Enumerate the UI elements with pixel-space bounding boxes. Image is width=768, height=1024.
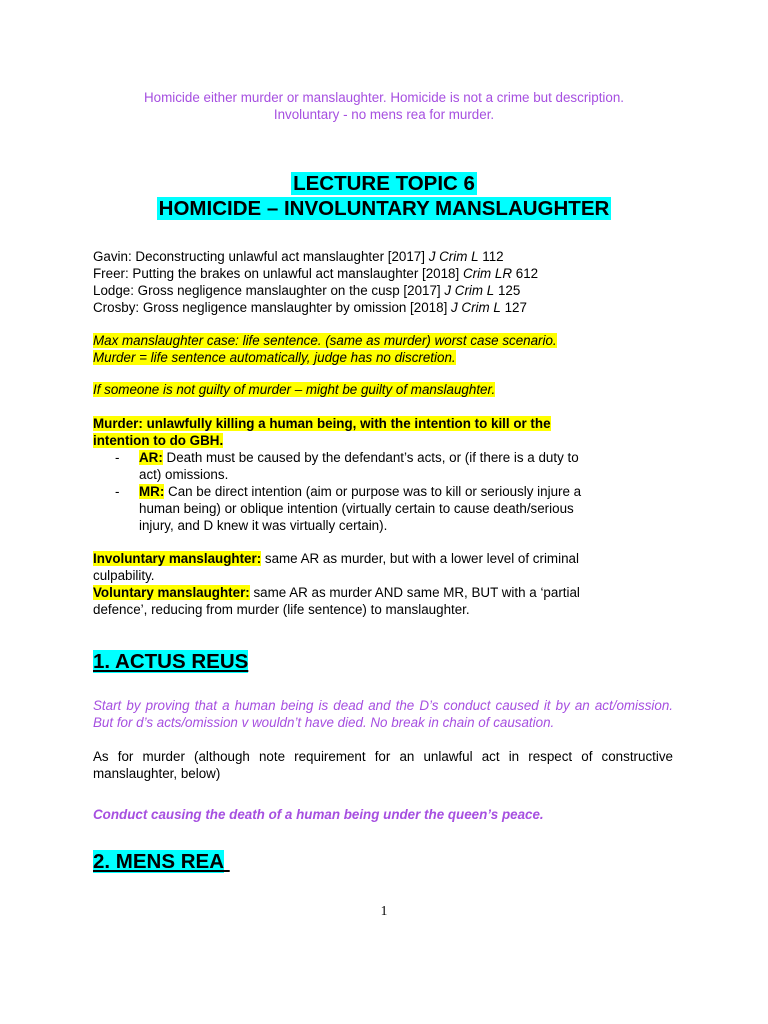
voluntary-label: Voluntary manslaughter:: [93, 585, 250, 600]
murder-def-line-2: intention to do GBH.: [93, 433, 224, 448]
max-note-line-2: Murder = life sentence automatically, judge has no discretion.: [93, 350, 456, 365]
page-number: 1: [380, 903, 388, 918]
reference-item: Lodge: Gross negligence manslaughter on the cusp [2017] J Crim L 125: [93, 283, 521, 298]
bullet-mr: - MR: Can be direct intention (aim or purpose was to kill or seriously injure a human being) or oblique intention (virtually certain to cause death/serious injury, and D knew it was virtually certain).: [115, 484, 582, 533]
actus-reus-emphasis: Conduct causing the death of a human being under the queen’s peace.: [93, 807, 544, 822]
not-guilty-note: If someone is not guilty of murder – might be guilty of manslaughter.: [93, 382, 496, 397]
intro-line-2: Involuntary - no mens rea for murder.: [273, 107, 495, 122]
actus-reus-body: As for murder (although note requirement for an unlawful act in respect of constructive manslaughter, below): [93, 749, 673, 781]
bullet-dash: -: [115, 484, 120, 499]
murder-def-line-1: Murder: unlawfully killing a human being, with the intention to kill or the: [93, 416, 551, 431]
manslaughter-types: Involuntary manslaughter: same AR as murder, but with a lower level of criminal culpability. Voluntary manslaughter: same AR as murder AND same MR, BUT with a ‘partial defence’, reducing from murder (life sentence) to manslaughter.: [93, 551, 580, 617]
bullet-ar: - AR: Death must be caused by the defendant’s acts, or (if there is a duty to act) omissions.: [115, 450, 579, 482]
bullet-dash: -: [115, 450, 120, 465]
lecture-title: [0, 171, 768, 221]
ar-label: AR:: [139, 450, 163, 465]
max-note-line-1: Max manslaughter case: life sentence. (same as murder) worst case scenario.: [93, 333, 557, 348]
intro-line-1: Homicide either murder or manslaughter. Homicide is not a crime but description.: [143, 90, 625, 105]
actus-reus-purple-note: Start by proving that a human being is dead and the D’s conduct caused it by an act/omission. But for d’s acts/omission v wouldn’t have died. No break in chain of causation.: [93, 698, 673, 730]
reading-list: [93, 248, 647, 316]
mr-label: MR:: [139, 484, 165, 499]
max-sentence-note: [93, 332, 647, 366]
involuntary-label: Involuntary manslaughter:: [93, 551, 262, 566]
reference-item: Crosby: Gross negligence manslaughter by omission [2018] J Crim L 127: [93, 300, 527, 315]
title-line-2: HOMICIDE – INVOLUNTARY MANSLAUGHTER: [158, 197, 610, 220]
reference-item: Gavin: Deconstructing unlawful act manslaughter [2017] J Crim L 112: [93, 249, 504, 264]
murder-definition: [93, 415, 647, 449]
reference-item: Freer: Putting the brakes on unlawful act manslaughter [2018] Crim LR 612: [93, 266, 539, 281]
title-line-1: LECTURE TOPIC 6: [293, 172, 475, 195]
intro-note: [0, 89, 768, 123]
section-heading-actus-reus: 1. ACTUS REUS: [93, 650, 249, 673]
section-heading-mens-rea: 2. MENS REA: [93, 850, 224, 873]
